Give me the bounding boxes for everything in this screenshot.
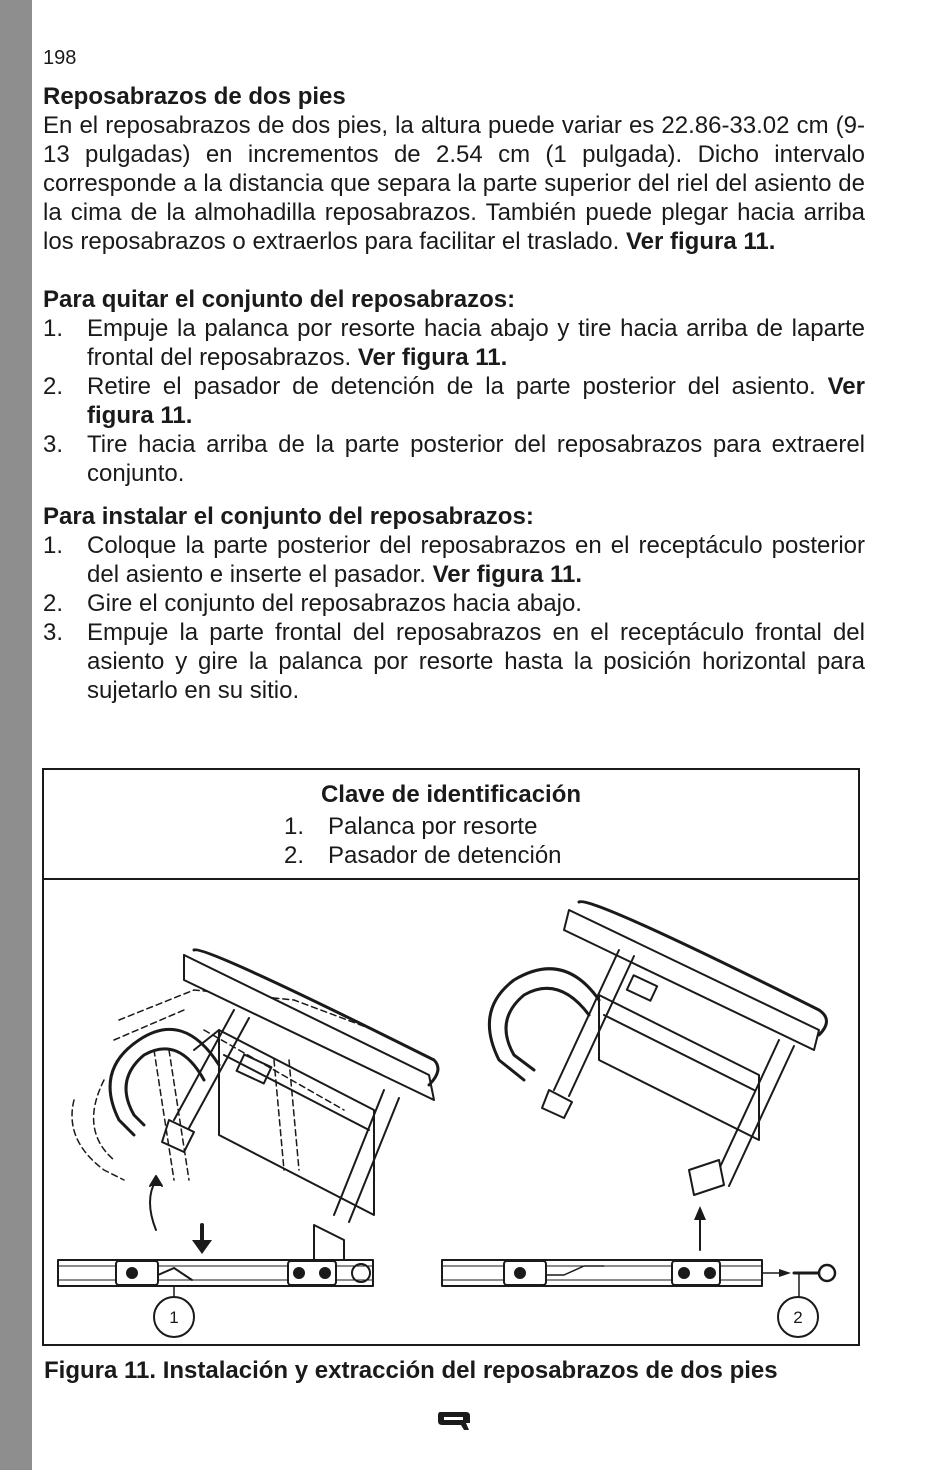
list-item: 3. Empuje la parte frontal del reposabrazos en el receptáculo frontal del asiento y gire la palanca por resorte hasta la posición horizontal para sujetarlo en su sitio. <box>43 619 865 704</box>
page-number: 198 <box>43 47 77 69</box>
right-armrest-drawing <box>442 902 835 1337</box>
list-item: 3. Tire hacia arriba de la parte posterior del reposabrazos para extraerel conjunto. <box>43 431 865 487</box>
section-heading-two-post-armrest: Reposabrazos de dos pies <box>43 83 346 110</box>
section-body: En el reposabrazos de dos pies, la altura puede variar es 22.86-33.02 cm (9-13 pulgadas) en incrementos de 2.54 cm (1 pulgada). Dicho intervalo corresponde a la distancia que separa la parte superior del riel del asiento de la cima de la almohadilla reposabrazos. También puede plegar hacia arriba los reposabrazos o extraerlos para facilitar el traslado. Ver figura 11. <box>43 112 865 255</box>
install-heading: Para instalar el conjunto del reposabrazos: <box>43 503 534 530</box>
list-item: 2. Gire el conjunto del reposabrazos hacia abajo. <box>43 590 582 617</box>
figure-box <box>42 768 860 1346</box>
armrest-illustration <box>44 880 858 1344</box>
identification-key <box>44 770 858 880</box>
figure-caption: Figura 11. Instalación y extracción del reposabrazos de dos pies <box>44 1357 778 1384</box>
callout-1: 1 <box>169 1308 179 1327</box>
key-item: 2. Pasador de detención <box>284 842 562 869</box>
side-tab-bar <box>0 0 32 1470</box>
key-title: Clave de identificación <box>320 781 582 808</box>
install-steps-list <box>43 531 865 705</box>
page-content <box>43 44 865 705</box>
left-armrest-drawing <box>58 950 438 1337</box>
list-item: 2. Retire el pasador de detención de la parte posterior del asiento. Ver figura 11. <box>43 373 865 429</box>
remove-heading: Para quitar el conjunto del reposabrazos: <box>43 286 516 313</box>
list-item: 1. Empuje la palanca por resorte hacia abajo y tire hacia arriba de laparte frontal del reposabrazos. Ver figura 11. <box>43 315 865 371</box>
remove-steps-list <box>43 314 865 488</box>
quickie-logo-icon <box>436 1410 472 1432</box>
callout-2: 2 <box>793 1308 803 1327</box>
figure-reference: Ver figura 11. <box>625 228 776 255</box>
list-item: 1. Coloque la parte posterior del reposabrazos en el receptáculo posterior del asiento e inserte el pasador. Ver figura 11. <box>43 532 865 588</box>
key-item: 1. Palanca por resorte <box>284 813 538 840</box>
